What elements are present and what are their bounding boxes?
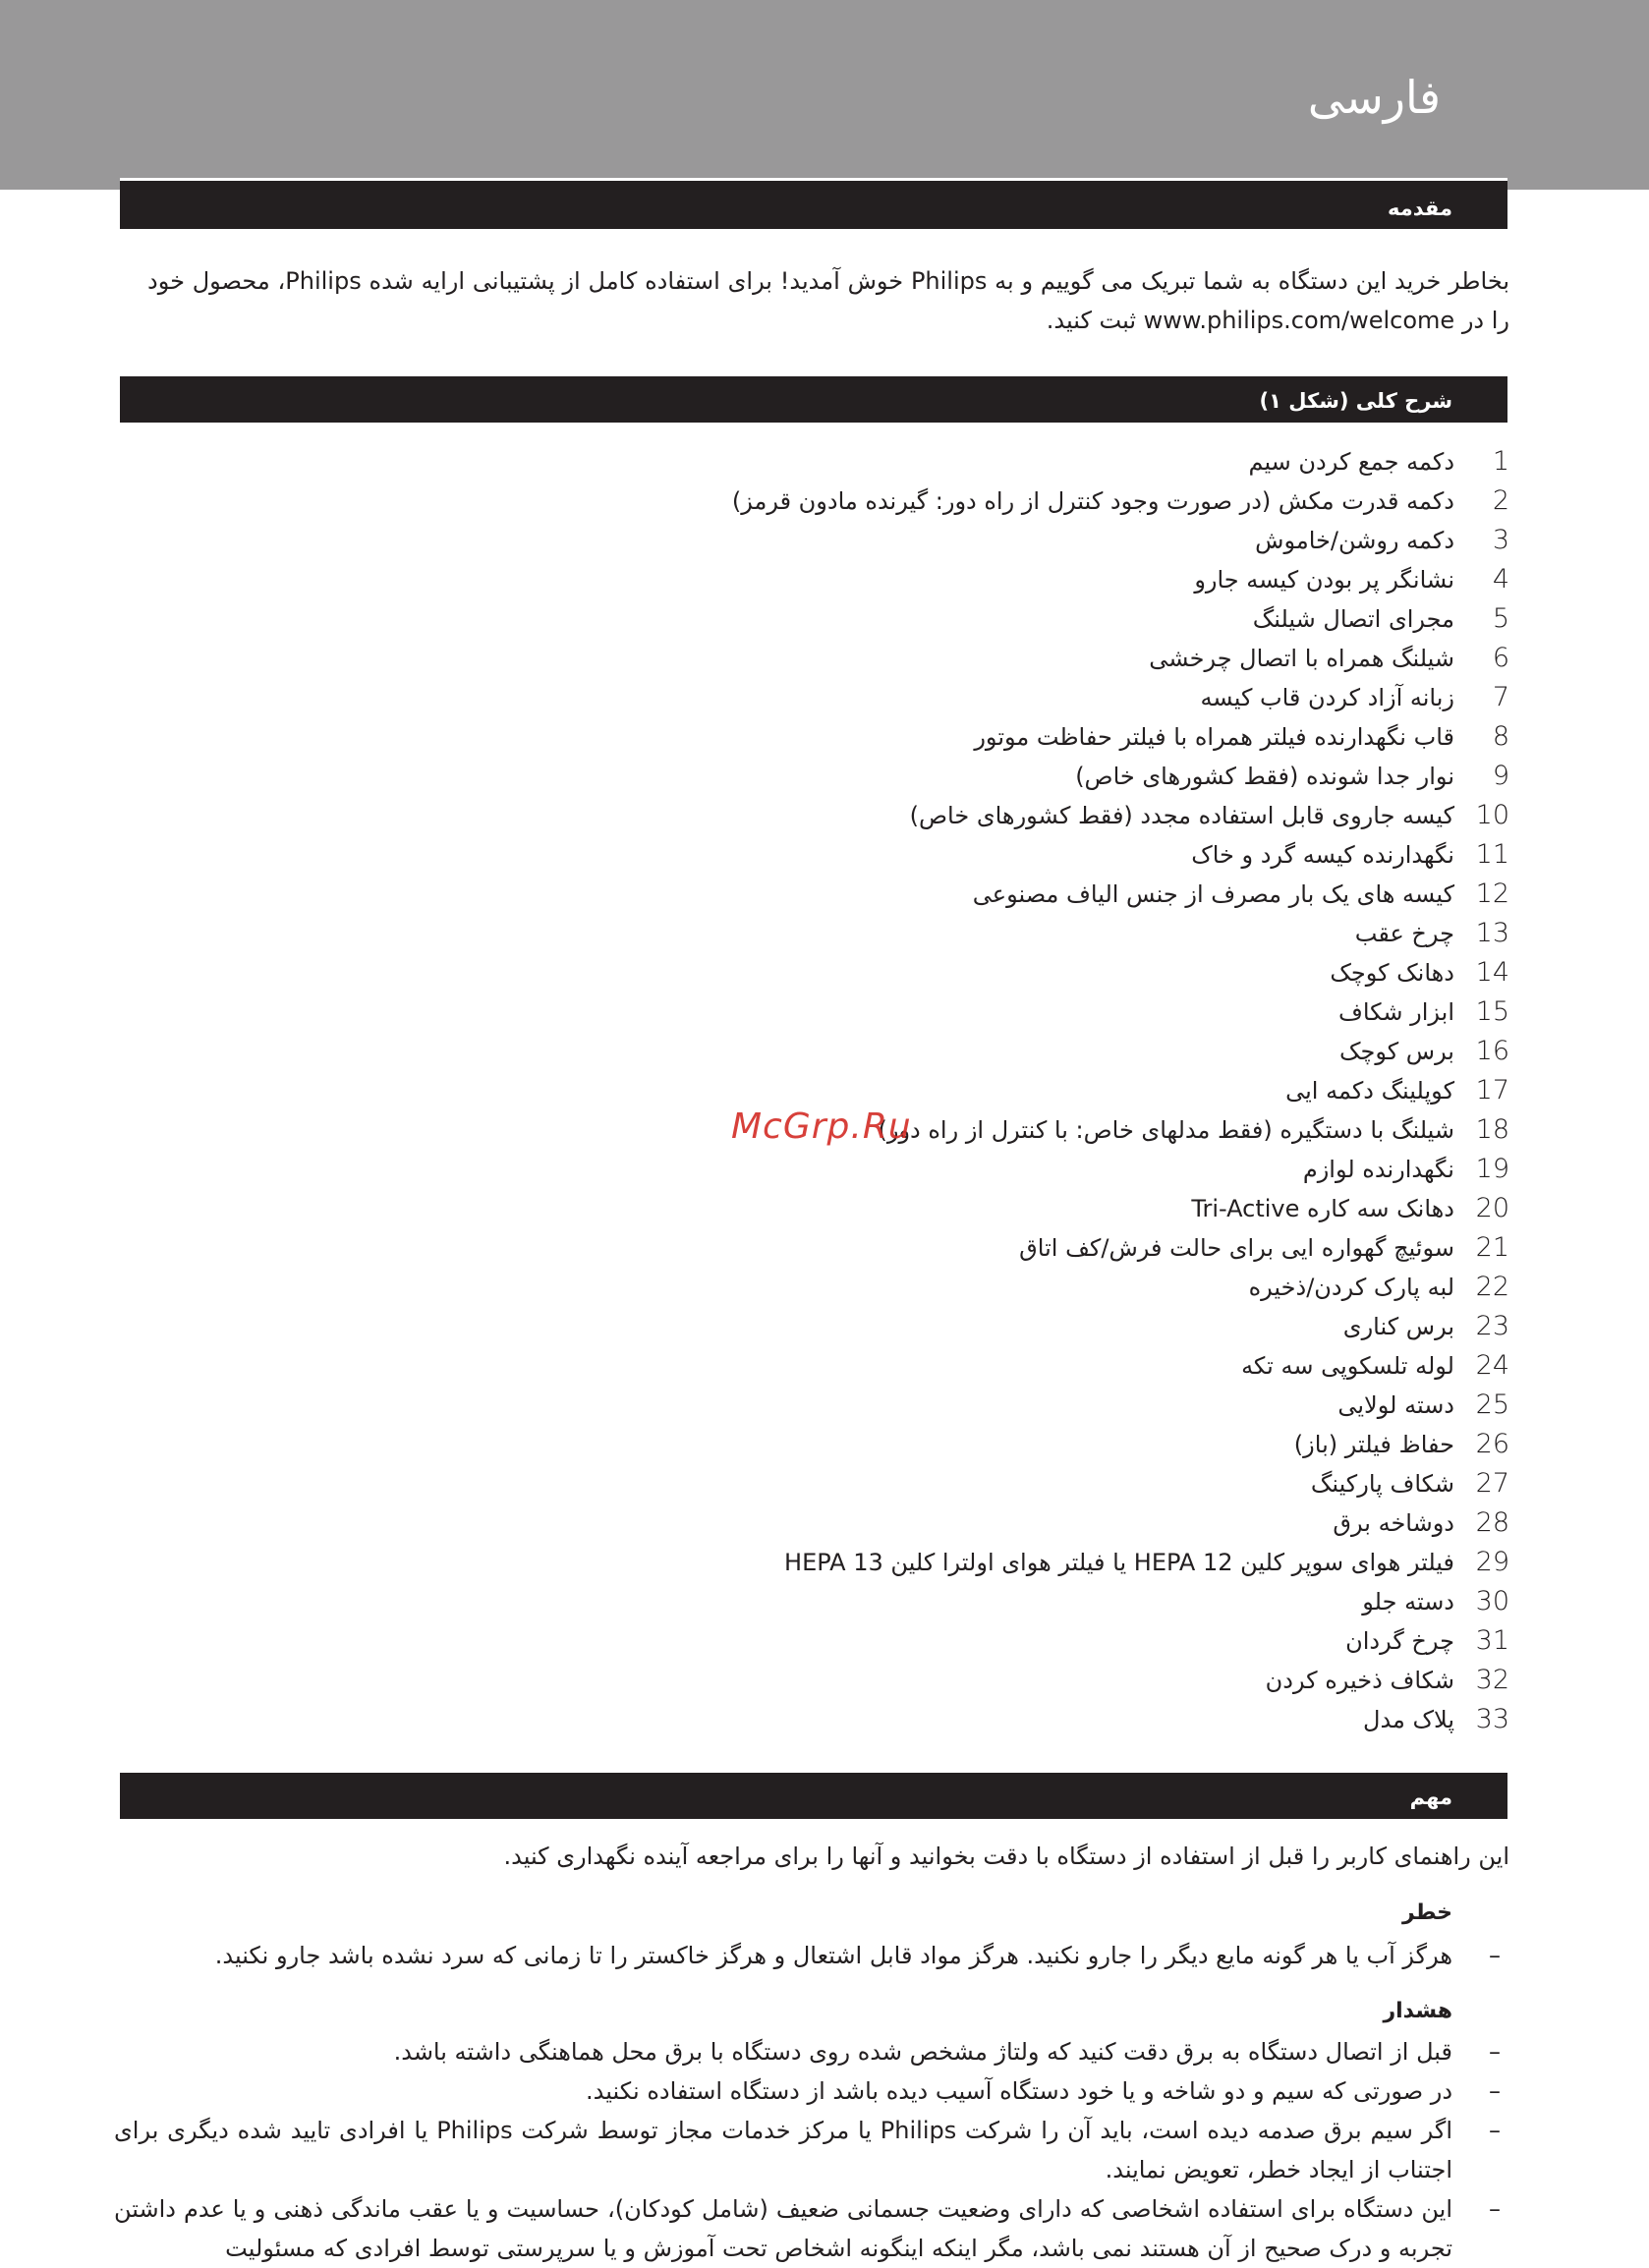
list-item <box>330 1464 1509 1503</box>
warning-list <box>114 2032 1509 2268</box>
item-number: 8 <box>1492 721 1509 752</box>
bullet-item <box>114 2111 1509 2189</box>
item-number: 17 <box>1475 1075 1509 1106</box>
item-label: دهانک کوچک <box>1330 959 1454 987</box>
item-label: دوشاخه برق <box>1333 1509 1454 1537</box>
item-number: 7 <box>1492 682 1509 712</box>
list-item <box>330 1621 1509 1661</box>
item-number: 25 <box>1475 1389 1509 1420</box>
item-label: شکاف پارکینگ <box>1310 1470 1454 1498</box>
list-item <box>330 560 1509 599</box>
item-number: 19 <box>1475 1154 1509 1184</box>
item-number: 16 <box>1475 1036 1509 1066</box>
bullet-item <box>114 1936 1509 1975</box>
item-label: نوار جدا شونده (فقط کشورهای خاص) <box>1075 763 1454 790</box>
item-number: 20 <box>1475 1193 1509 1223</box>
item-number: 30 <box>1475 1586 1509 1616</box>
parts-list <box>330 442 1509 1739</box>
list-item <box>330 757 1509 796</box>
list-item <box>330 1543 1509 1582</box>
item-label: نگهدارنده لوازم <box>1302 1156 1454 1183</box>
list-item <box>330 1150 1509 1189</box>
item-number: 6 <box>1492 643 1509 673</box>
list-item <box>330 1110 1509 1150</box>
list-item <box>330 678 1509 717</box>
list-item <box>330 1346 1509 1386</box>
list-item <box>330 953 1509 992</box>
item-number: 9 <box>1492 761 1509 791</box>
item-number: 24 <box>1475 1350 1509 1381</box>
list-item <box>330 835 1509 875</box>
item-number: 18 <box>1475 1114 1509 1145</box>
dash-marker: – <box>1489 2117 1501 2144</box>
item-label: دهانک سه کاره Tri-Active <box>1191 1195 1454 1222</box>
list-item <box>330 1071 1509 1110</box>
header-band <box>0 0 1649 190</box>
dash-marker: – <box>1489 2195 1501 2223</box>
item-label: فیلتر هوای سوپر کلین HEPA 12 یا فیلتر هوای اولترا کلین HEPA 13 <box>784 1549 1454 1576</box>
item-label: کوپلینگ دکمه ایی <box>1285 1077 1454 1105</box>
list-item <box>330 1661 1509 1700</box>
item-number: 13 <box>1475 918 1509 948</box>
item-label: کیسه های یک بار مصرف از جنس الیاف مصنوعی <box>972 880 1454 908</box>
section-header-important: مهم <box>120 1773 1507 1819</box>
intro-paragraph: بخاطر خرید این دستگاه به شما تبریک می گوییم و به Philips خوش آمدید! برای استفاده کامل از پشتیبانی ارایه شده Philips، محصول خود را در www.philips.com/welcome ثبت کنید. <box>147 267 1510 334</box>
bullet-text: این دستگاه برای استفاده اشخاصی که دارای وضعیت جسمانی ضعیف (شامل کودکان)، حساسیت و یا عقب ماندگی ذهنی و یا عدم داشتن تجربه و درک صحیح از آن هستند نمی باشد، مگر اینکه اینگونه اشخاص تحت آموزش و یا سرپرستی توسط افرادی که مسئولیت <box>114 2195 1452 2262</box>
bullet-text: قبل از اتصال دستگاه به برق دقت کنید که ولتاژ مشخص شده روی دستگاه با برق محل هماهنگی داشته باشد. <box>393 2038 1452 2066</box>
item-number: 23 <box>1475 1311 1509 1341</box>
watermark-logo: McGrp.Ru <box>731 1106 912 1147</box>
item-number: 29 <box>1475 1547 1509 1577</box>
item-number: 4 <box>1492 564 1509 595</box>
item-number: 10 <box>1475 800 1509 830</box>
item-number: 22 <box>1475 1272 1509 1302</box>
item-label: چرخ گردان <box>1345 1627 1454 1655</box>
bullet-text: هرگز آب یا هر گونه مایع دیگر را جارو نکنید. هرگز مواد قابل اشتعال و هرگز خاکستر را تا زمانی که سرد نشده باشد جارو نکنید. <box>214 1942 1452 1969</box>
item-label: مجرای اتصال شیلنگ <box>1252 605 1454 633</box>
item-label: دکمه جمع کردن سیم <box>1248 448 1454 476</box>
list-item <box>330 1503 1509 1543</box>
important-paragraph: این راهنمای کاربر را قبل از استفاده از دستگاه با دقت بخوانید و آنها را برای مراجعه آینده نگهداری کنید. <box>503 1843 1509 1870</box>
item-label: زبانه آزاد کردن قاب کیسه <box>1200 684 1454 711</box>
item-number: 33 <box>1475 1704 1509 1734</box>
list-item <box>330 1425 1509 1464</box>
list-item <box>330 1189 1509 1228</box>
item-label: نشانگر پر بودن کیسه جارو <box>1194 566 1454 594</box>
dash-marker: – <box>1489 1942 1501 1969</box>
list-item <box>330 717 1509 757</box>
item-label: برس کناری <box>1342 1313 1454 1340</box>
bullet-item <box>114 2189 1509 2268</box>
item-label: ابزار شکاف <box>1337 998 1454 1026</box>
item-number: 26 <box>1475 1429 1509 1459</box>
item-number: 2 <box>1492 485 1509 516</box>
list-item <box>330 1582 1509 1621</box>
item-number: 14 <box>1475 957 1509 988</box>
list-item <box>330 442 1509 482</box>
item-number: 3 <box>1492 525 1509 555</box>
section-header-overview: شرح کلی (شکل ۱) <box>120 376 1507 423</box>
item-number: 31 <box>1475 1625 1509 1656</box>
item-label: نگهدارنده کیسه گرد و خاک <box>1191 841 1454 869</box>
item-label: لبه پارک کردن/ذخیره <box>1248 1274 1454 1301</box>
item-label: چرخ عقب <box>1354 920 1454 947</box>
list-item <box>330 1307 1509 1346</box>
list-item <box>330 1386 1509 1425</box>
item-number: 21 <box>1475 1232 1509 1263</box>
item-label: کیسه جاروی قابل استفاده مجدد (فقط کشورهای خاص) <box>909 802 1454 829</box>
item-label: دسته لولایی <box>1337 1391 1454 1419</box>
list-item <box>330 1268 1509 1307</box>
warning-heading: هشدار <box>1383 1999 1452 2023</box>
item-number: 32 <box>1475 1665 1509 1695</box>
item-number: 1 <box>1492 446 1509 477</box>
section-header-intro: مقدمه <box>120 178 1507 229</box>
item-label: قاب نگهدارنده فیلتر همراه با فیلتر حفاظت موتور <box>974 723 1454 751</box>
list-item <box>330 914 1509 953</box>
list-item <box>330 992 1509 1032</box>
list-item <box>330 521 1509 560</box>
item-number: 12 <box>1475 879 1509 909</box>
dash-marker: – <box>1489 2077 1501 2105</box>
dash-marker: – <box>1489 2038 1501 2066</box>
item-label: شکاف ذخیره کردن <box>1265 1667 1454 1694</box>
item-label: پلاک مدل <box>1363 1706 1454 1733</box>
list-item <box>330 1228 1509 1268</box>
list-item <box>330 875 1509 914</box>
language-title: فارسی <box>1307 71 1441 124</box>
item-label: شیلنگ همراه با اتصال چرخشی <box>1149 645 1454 672</box>
list-item <box>330 1700 1509 1739</box>
item-label: برس کوچک <box>1339 1038 1454 1065</box>
list-item <box>330 1032 1509 1071</box>
danger-list <box>114 1936 1509 1975</box>
item-label: حفاظ فیلتر (باز) <box>1293 1431 1454 1458</box>
bullet-item <box>114 2071 1509 2111</box>
item-label: سوئیچ گهواره ایی برای حالت فرش/کف اتاق <box>1019 1234 1454 1262</box>
item-number: 28 <box>1475 1507 1509 1538</box>
list-item <box>330 482 1509 521</box>
item-number: 15 <box>1475 996 1509 1027</box>
item-label: شیلنگ با دستگیره (فقط مدلهای خاص: با کنترل از راه دور) <box>878 1116 1454 1144</box>
list-item <box>330 599 1509 639</box>
item-number: 5 <box>1492 603 1509 634</box>
item-number: 27 <box>1475 1468 1509 1499</box>
item-number: 11 <box>1475 839 1509 870</box>
item-label: دسته جلو <box>1362 1588 1454 1616</box>
bullet-text: در صورتی که سیم و دو شاخه و یا خود دستگاه آسیب دیده باشد از دستگاه استفاده نکنید. <box>586 2077 1452 2105</box>
bullet-text: اگر سیم برق صدمه دیده است، باید آن را شرکت Philips یا مرکز خدمات مجاز توسط شرکت Philips یا افرادی تایید شده دیگری برای اجتناب از ایجاد خطر، تعویض نمایند. <box>114 2117 1453 2183</box>
bullet-item <box>114 2032 1509 2071</box>
item-label: دکمه روشن/خاموش <box>1255 527 1454 554</box>
list-item <box>330 639 1509 678</box>
danger-heading: خطر <box>1402 1900 1452 1925</box>
item-label: دکمه قدرت مکش (در صورت وجود کنترل از راه دور: گیرنده مادون قرمز) <box>731 487 1454 515</box>
item-label: لوله تلسکوپی سه تکه <box>1241 1352 1454 1380</box>
list-item <box>330 796 1509 835</box>
